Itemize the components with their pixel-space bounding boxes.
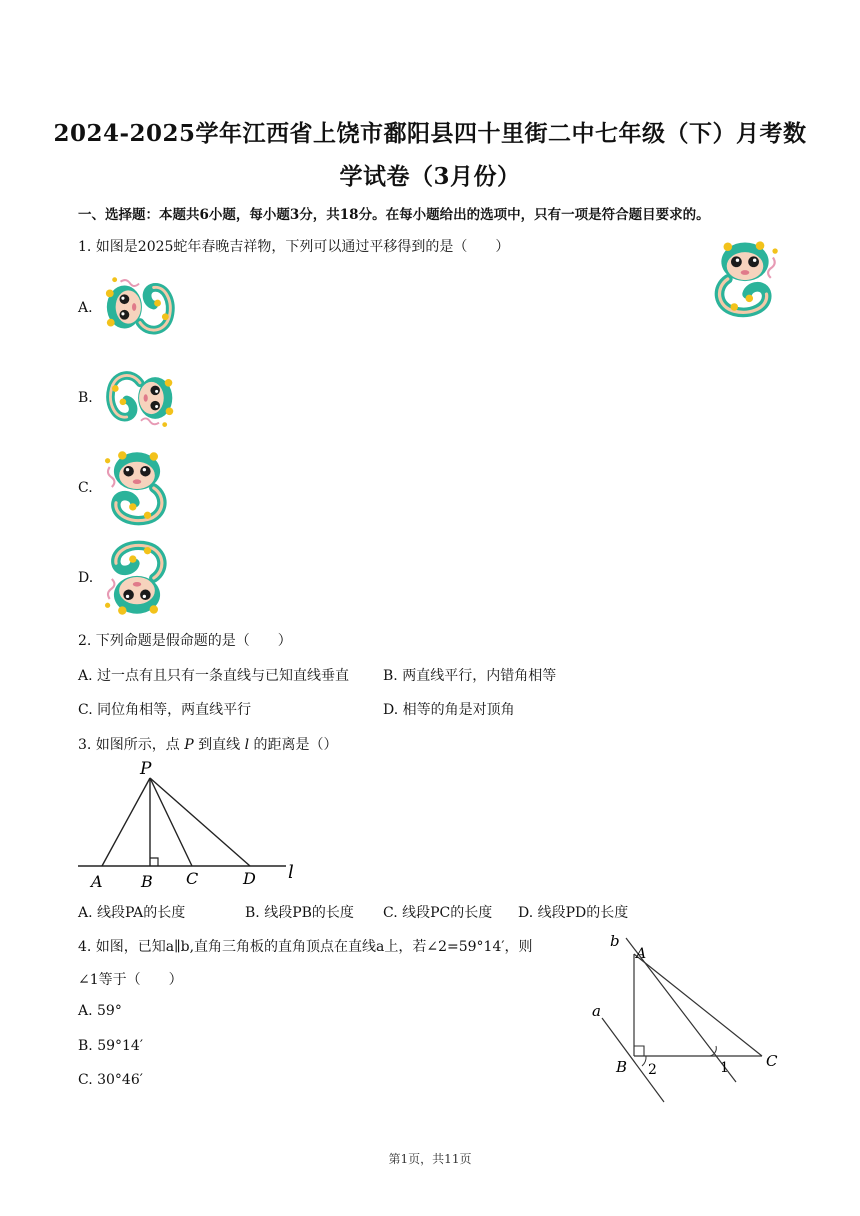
q3-text-prefix: 3. 如图所示，点 — [78, 737, 180, 753]
page-title-line2: 学试卷（3月份） — [339, 163, 521, 190]
q4-label-a-point: A — [636, 946, 647, 962]
q4-text-line2: ∠1等于（ ） — [78, 972, 183, 988]
q1-option-c-label[interactable]: C. — [78, 480, 93, 496]
q4-line-a — [602, 1018, 664, 1102]
q4-segment-ac — [634, 954, 762, 1056]
q4-label-b-line: b — [610, 934, 620, 950]
q2-option-c[interactable]: C. 同位角相等，两直线平行 — [78, 702, 252, 718]
q3-option-d[interactable]: D. 线段PD的长度 — [518, 905, 629, 921]
q4-text-line1: 4. 如图，已知a∥b,直角三角板的直角顶点在直线a上，若∠2=59°14′，则 — [78, 939, 533, 955]
q3-label-a: A — [91, 872, 103, 891]
q1-option-b-image[interactable] — [98, 360, 182, 436]
q3-segment-pd — [150, 778, 250, 866]
q1-text: 1. 如图是2025蛇年春晚吉祥物，下列可以通过平移得到的是（ ） — [78, 239, 510, 255]
q4-right-angle-mark — [634, 1046, 644, 1056]
q4-option-c[interactable]: C. 30°46′ — [78, 1072, 143, 1088]
q4-label-a-line: a — [592, 1002, 601, 1020]
q3-label-c: C — [186, 869, 199, 888]
q1-option-d-image[interactable] — [98, 536, 176, 620]
page-footer: 第1页，共11页 — [388, 1152, 472, 1166]
q3-text-mid: 到直线 — [198, 737, 241, 753]
q4-label-angle-2: 2 — [648, 1062, 657, 1078]
q3-label-b: B — [141, 872, 153, 891]
q4-figure — [586, 934, 786, 1106]
q3-text-suffix: 的距离是（） — [253, 737, 338, 753]
q4-angle-2-arc — [642, 1056, 646, 1066]
q3-option-c[interactable]: C. 线段PC的长度 — [383, 905, 493, 921]
q4-label-angle-1: 1 — [720, 1060, 729, 1076]
q1-option-a-image[interactable] — [98, 268, 182, 346]
q1-option-a-label[interactable]: A. — [78, 300, 93, 316]
q3-line-l: l — [244, 737, 250, 753]
q4-label-c-point: C — [766, 1052, 778, 1070]
q3-option-b[interactable]: B. 线段PB的长度 — [245, 905, 354, 921]
q2-text: 2. 下列命题是假命题的是（ ） — [78, 633, 292, 649]
q3-figure — [74, 756, 304, 892]
q4-option-b[interactable]: B. 59°14′ — [78, 1038, 143, 1054]
q2-option-d[interactable]: D. 相等的角是对顶角 — [383, 702, 515, 718]
q4-label-b-point: B — [616, 1058, 628, 1076]
q3-text — [78, 734, 338, 754]
q3-label-d: D — [243, 869, 256, 888]
q2-option-a[interactable]: A. 过一点有且只有一条直线与已知直线垂直 — [78, 668, 350, 684]
page-title-line1: 2024-2025学年江西省上饶市鄱阳县四十里街二中七年级（下）月考数 — [53, 120, 807, 147]
q1-option-d-label[interactable]: D. — [78, 570, 94, 586]
q3-segment-pc — [150, 778, 192, 866]
q3-point-p: P — [184, 737, 194, 753]
q3-label-p: P — [140, 759, 152, 779]
q2-option-b[interactable]: B. 两直线平行，内错角相等 — [383, 668, 557, 684]
q3-label-l: l — [288, 862, 294, 883]
q4-option-a[interactable]: A. 59° — [78, 1003, 122, 1019]
q1-reference-mascot-image — [706, 236, 784, 322]
q3-option-a[interactable]: A. 线段PA的长度 — [78, 905, 186, 921]
q3-right-angle-mark — [150, 858, 158, 866]
q3-segment-pa — [102, 778, 150, 866]
q1-option-c-image[interactable] — [98, 446, 176, 530]
q1-option-b-label[interactable]: B. — [78, 390, 93, 406]
section-heading: 一、选择题：本题共6小题，每小题3分，共18分。在每小题给出的选项中，只有一项是符合题目要求的。 — [78, 207, 710, 223]
